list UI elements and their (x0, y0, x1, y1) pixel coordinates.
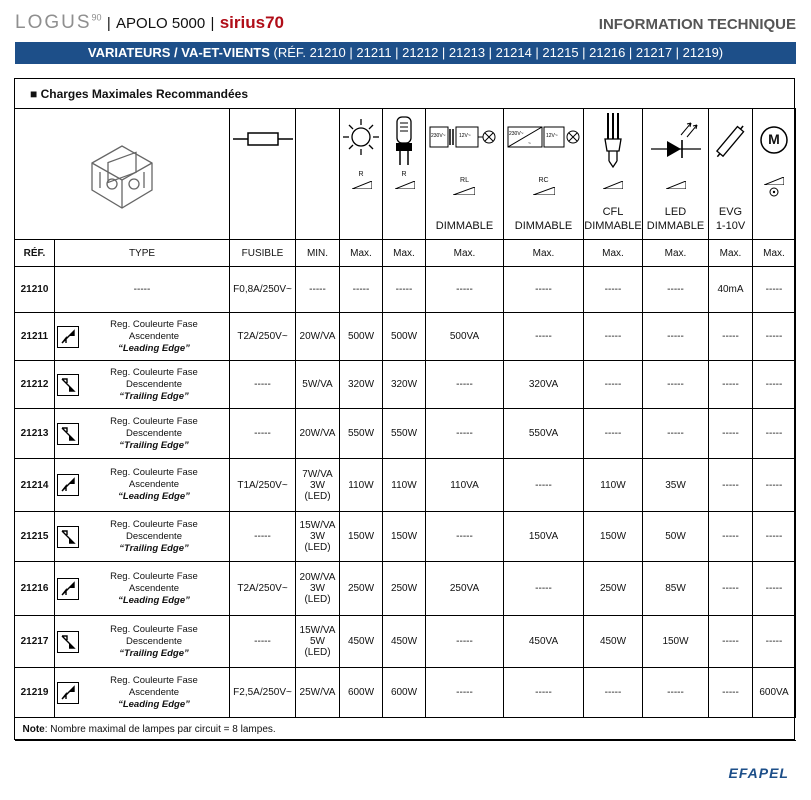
fusible-cell: T1A/250V~ (230, 459, 296, 512)
max-cell: 500W (383, 313, 426, 361)
max-cell: ----- (643, 267, 709, 313)
table-body (15, 267, 796, 718)
trailing-edge-icon (60, 529, 76, 545)
max-cell: ----- (504, 562, 584, 616)
max-cell: ----- (643, 361, 709, 409)
col-header-max: Max. (753, 240, 796, 267)
max-cell: ----- (709, 562, 753, 616)
trailing-edge-symbol (57, 374, 79, 396)
rl-symbol-cell (426, 109, 504, 240)
banner-refs: (RÉF. 21210 | 21211 | 21212 | 21213 | 21214 | 21215 | 21216 | 21217 | 21219) (273, 45, 724, 60)
type-text: Reg. Couleurte Fase Descendente “Trailing Edge” (110, 415, 198, 451)
max-cell: ----- (584, 668, 643, 718)
leading-edge-icon (60, 685, 76, 701)
col-header-max: Max. (426, 240, 504, 267)
max-cell: 150W (340, 512, 383, 562)
type-text: Reg. Couleurte Fase Descendente “Trailing Edge” (110, 518, 198, 554)
rl-dimmable-label: DIMMABLE (435, 220, 494, 232)
dimmable-ramp-icon (533, 187, 555, 195)
min-cell: 5W/VA (296, 361, 340, 409)
fuse-symbol-cell (230, 109, 296, 240)
max-cell: ----- (426, 361, 504, 409)
type-cell (55, 616, 230, 668)
col-header-max: Max. (584, 240, 643, 267)
min-cell: 20W/VA (296, 409, 340, 459)
max-cell: ----- (426, 616, 504, 668)
max-cell: 250W (383, 562, 426, 616)
logus-logo: LOGUS$^{90}$ (15, 12, 102, 33)
max-cell: 550VA (504, 409, 584, 459)
incandescent-lamp-icon (341, 115, 381, 165)
col-header-max: Max. (709, 240, 753, 267)
max-cell: ----- (426, 512, 504, 562)
max-cell: ----- (584, 267, 643, 313)
max-cell: ----- (426, 267, 504, 313)
max-cell: 320W (340, 361, 383, 409)
max-cell: 110VA (426, 459, 504, 512)
svg-text:12V~: 12V~ (459, 133, 471, 139)
max-cell: 450W (584, 616, 643, 668)
min-cell: 15W/VA 5W (LED) (296, 616, 340, 668)
col-header-min: MIN. (296, 240, 340, 267)
load-table (14, 108, 796, 741)
dimmable-ramp-icon (764, 177, 784, 185)
dimmable-ramp-icon (603, 181, 623, 189)
max-cell: 500W (340, 313, 383, 361)
table-row (15, 409, 796, 459)
table-row (15, 459, 796, 512)
type-text: Reg. Couleurte Fase Descendente “Trailing Edge” (110, 366, 198, 402)
fusible-cell: ----- (230, 361, 296, 409)
transformer-rl-icon (428, 123, 502, 159)
max-cell: ----- (504, 668, 584, 718)
rc-dimmable-label: DIMMABLE (514, 220, 573, 232)
col-header-type: TYPE (55, 240, 230, 267)
evg-symbol-cell (709, 109, 753, 240)
rl-label: RL (460, 177, 469, 184)
max-cell: ----- (753, 512, 796, 562)
type-cell (55, 361, 230, 409)
type-cell: ----- (55, 267, 230, 313)
fusible-cell: T2A/250V~ (230, 562, 296, 616)
trailing-edge-symbol (57, 423, 79, 445)
svg-text:230V~: 230V~ (509, 131, 524, 137)
max-cell: ----- (753, 459, 796, 512)
type-text: Reg. Couleurte Fase Ascendente “Leading Edge” (110, 674, 198, 710)
max-cell: 250W (340, 562, 383, 616)
leading-edge-icon (60, 477, 76, 493)
dimmable-ramp-icon (666, 181, 686, 189)
ref-cell: 21213 (15, 409, 55, 459)
max-cell: ----- (709, 459, 753, 512)
max-cell: ----- (753, 361, 796, 409)
incandescent-symbol-cell (340, 109, 383, 240)
table-row (15, 313, 796, 361)
section-title: ■ Charges Maximales Recommandées (30, 87, 249, 101)
max-cell: ----- (753, 409, 796, 459)
page-header (15, 10, 796, 38)
table-row (15, 668, 796, 718)
table-row (15, 267, 796, 313)
device-image-cell (15, 109, 230, 240)
max-cell: 600W (340, 668, 383, 718)
column-header-row (15, 240, 796, 267)
evg-label: EVG 1-10V (715, 206, 746, 232)
r-label: R (358, 171, 364, 178)
sirius-logo: sirius70 (219, 13, 284, 32)
type-cell (55, 512, 230, 562)
col-header-max: Max. (383, 240, 426, 267)
max-cell: 110W (383, 459, 426, 512)
max-cell: ----- (709, 313, 753, 361)
max-cell: 320W (383, 361, 426, 409)
max-cell: ----- (753, 313, 796, 361)
svg-text:~: ~ (528, 141, 531, 147)
fusible-cell: ----- (230, 512, 296, 562)
leading-edge-symbol (57, 682, 79, 704)
max-cell: ----- (504, 459, 584, 512)
max-cell: 600W (383, 668, 426, 718)
min-cell: 7W/VA 3W (LED) (296, 459, 340, 512)
max-cell: ----- (753, 616, 796, 668)
min-cell: 20W/VA 3W (LED) (296, 562, 340, 616)
max-cell: 150W (584, 512, 643, 562)
dimmer-device-icon (82, 128, 162, 218)
trailing-edge-symbol (57, 526, 79, 548)
ref-cell: 21217 (15, 616, 55, 668)
trailing-edge-symbol (57, 631, 79, 653)
max-cell: ----- (426, 668, 504, 718)
col-header-max: Max. (643, 240, 709, 267)
max-cell: ----- (709, 668, 753, 718)
fluorescent-tube-icon (713, 117, 749, 167)
note-cell: Note: Nombre maximal de lampes par circuit = 8 lampes. (15, 718, 796, 741)
apolo-logo: APOLO 5000 (116, 15, 206, 32)
max-cell: 110W (340, 459, 383, 512)
max-cell: 85W (643, 562, 709, 616)
type-text: Reg. Couleurte Fase Ascendente “Leading Edge” (110, 570, 198, 606)
leading-edge-icon (60, 329, 76, 345)
ref-cell: 21210 (15, 267, 55, 313)
max-cell: ----- (426, 409, 504, 459)
dimmable-ramp-icon (352, 181, 372, 189)
motor-small-icon (769, 187, 779, 197)
max-cell: 150W (383, 512, 426, 562)
max-cell: 450W (340, 616, 383, 668)
max-cell: ----- (584, 361, 643, 409)
info-technique-label: INFORMATION TECHNIQUE (598, 16, 796, 33)
table-row (15, 616, 796, 668)
fusible-cell: F0,8A/250V~ (230, 267, 296, 313)
note-row (15, 718, 796, 741)
max-cell: ----- (709, 616, 753, 668)
fusible-cell: ----- (230, 409, 296, 459)
trailing-edge-icon (60, 634, 76, 650)
max-cell: ----- (709, 409, 753, 459)
cfl-dimmable-label: CFL DIMMABLE (584, 206, 642, 232)
col-header-ref: RÉF. (15, 240, 55, 267)
max-cell: 320VA (504, 361, 584, 409)
max-cell: ----- (504, 267, 584, 313)
type-text: Reg. Couleurte Fase Descendente “Trailing Edge” (110, 623, 198, 659)
min-cell: 25W/VA (296, 668, 340, 718)
ref-cell: 21216 (15, 562, 55, 616)
max-cell: ----- (643, 313, 709, 361)
max-cell: 35W (643, 459, 709, 512)
max-cell: ----- (643, 668, 709, 718)
max-cell: 250W (584, 562, 643, 616)
max-cell: ----- (709, 512, 753, 562)
col-header-max: Max. (504, 240, 584, 267)
symbol-header-row (15, 109, 796, 240)
electronic-transformer-rc-icon (506, 123, 582, 159)
fusible-cell: T2A/250V~ (230, 313, 296, 361)
max-cell: 450W (383, 616, 426, 668)
halogen-symbol-cell (383, 109, 426, 240)
fuse-icon (233, 117, 293, 157)
max-cell: 250VA (426, 562, 504, 616)
max-cell: 500VA (426, 313, 504, 361)
table-row (15, 361, 796, 409)
type-cell (55, 313, 230, 361)
halogen-lamp-icon (389, 113, 419, 168)
max-cell: ----- (709, 361, 753, 409)
max-cell: ----- (340, 267, 383, 313)
max-cell: ----- (584, 409, 643, 459)
leading-edge-symbol (57, 578, 79, 600)
type-text: Reg. Couleurte Fase Ascendente “Leading Edge” (110, 467, 198, 502)
max-cell: 110W (584, 459, 643, 512)
table-row (15, 562, 796, 616)
max-cell: 40mA (709, 267, 753, 313)
min-cell: 20W/VA (296, 313, 340, 361)
fusible-cell: F2,5A/250V~ (230, 668, 296, 718)
cfl-symbol-cell (584, 109, 643, 240)
r-label: R (401, 171, 407, 178)
product-banner (15, 42, 796, 64)
banner-title: VARIATEURS / VA-ET-VIENTS (87, 45, 270, 60)
max-cell: ----- (504, 313, 584, 361)
cfl-lamp-icon (601, 111, 625, 171)
leading-edge-symbol (57, 474, 79, 496)
motor-label: M (768, 131, 780, 147)
svg-text:230V~: 230V~ (431, 133, 446, 139)
type-cell (55, 459, 230, 512)
max-cell: 600VA (753, 668, 796, 718)
ref-cell: 21219 (15, 668, 55, 718)
max-cell: 550W (340, 409, 383, 459)
brand-separator: | (106, 15, 111, 32)
leading-edge-icon (60, 581, 76, 597)
table-row (15, 512, 796, 562)
brand-separator: | (210, 15, 215, 32)
rc-label: RC (538, 177, 549, 184)
min-cell: ----- (296, 267, 340, 313)
fusible-cell: ----- (230, 616, 296, 668)
dimmable-ramp-icon (453, 187, 475, 195)
trailing-edge-icon (60, 377, 76, 393)
type-cell (55, 562, 230, 616)
led-symbol-cell (643, 109, 709, 240)
max-cell: 150VA (504, 512, 584, 562)
type-text: Reg. Couleurte Fase Ascendente “Leading Edge” (110, 318, 198, 354)
max-cell: 50W (643, 512, 709, 562)
led-diode-icon (651, 117, 701, 161)
max-cell: ----- (753, 562, 796, 616)
dimmable-ramp-icon (395, 181, 415, 189)
rc-symbol-cell (504, 109, 584, 240)
max-cell: ----- (643, 409, 709, 459)
ref-cell: 21211 (15, 313, 55, 361)
col-header-fusible: FUSIBLE (230, 240, 296, 267)
type-cell (55, 409, 230, 459)
min-cell: 15W/VA 3W (LED) (296, 512, 340, 562)
brand-line (15, 12, 284, 34)
min-symbol-cell (296, 109, 340, 240)
leading-edge-symbol (57, 326, 79, 348)
ref-cell: 21215 (15, 512, 55, 562)
led-dimmable-label: LED DIMMABLE (646, 206, 705, 232)
ref-cell: 21212 (15, 361, 55, 409)
col-header-max: Max. (340, 240, 383, 267)
ref-cell: 21214 (15, 459, 55, 512)
svg-text:12V~: 12V~ (546, 133, 558, 139)
max-cell: 550W (383, 409, 426, 459)
max-cell: ----- (753, 267, 796, 313)
max-cell: ----- (383, 267, 426, 313)
trailing-edge-icon (60, 426, 76, 442)
max-cell: 450VA (504, 616, 584, 668)
max-cell: ----- (584, 313, 643, 361)
max-cell: 150W (643, 616, 709, 668)
type-cell (55, 668, 230, 718)
motor-symbol-cell (753, 109, 796, 240)
efapel-logo: EFAPEL (728, 765, 789, 781)
